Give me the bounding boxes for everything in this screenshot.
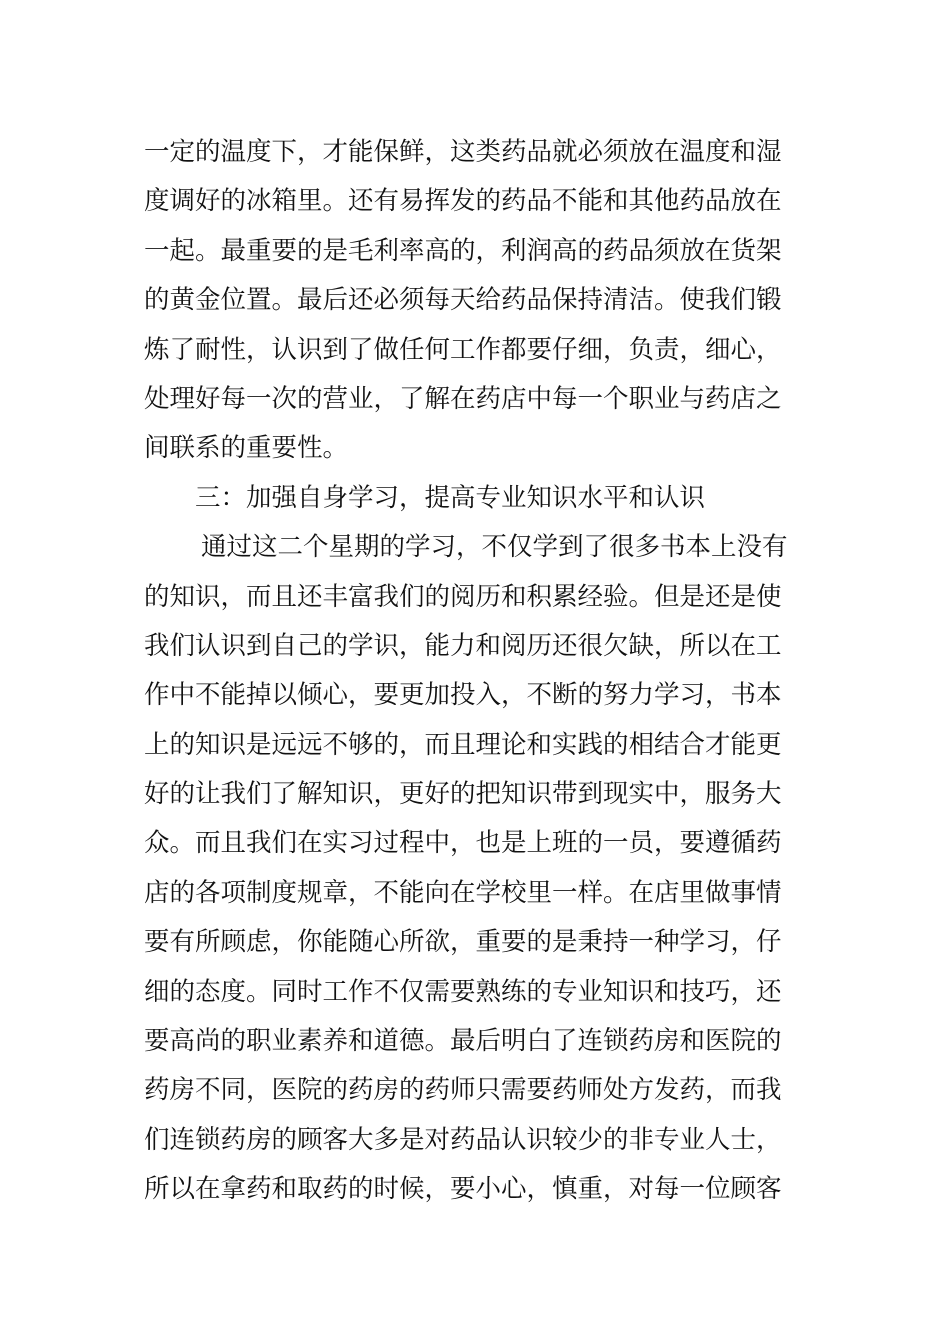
text-line: 一定的温度下，才能保鲜，这类药品就必须放在温度和湿: [144, 137, 782, 167]
text-line: 处理好每一次的营业，了解在药店中每一个职业与药店之: [144, 383, 782, 414]
text-line: 细的态度。同时工作不仅需要熟练的专业知识和技巧，还: [144, 976, 782, 1007]
text-line: 的黄金位置。最后还必须每天给药品保持清洁。使我们锻: [144, 285, 782, 316]
text-line: 药房不同，医院的药房的药师只需要药师处方发药，而我: [144, 1075, 782, 1106]
text-line: 间联系的重要性。: [144, 433, 349, 464]
text-line: 的知识，而且还丰富我们的阅历和积累经验。但是还是使: [144, 581, 782, 612]
section-heading: 三：加强自身学习，提高专业知识水平和认识: [195, 482, 706, 513]
text-line: 度调好的冰箱里。还有易挥发的药品不能和其他药品放在: [144, 186, 782, 217]
text-line: 上的知识是远远不够的，而且理论和实践的相结合才能更: [144, 729, 782, 760]
text-line: 要高尚的职业素养和道德。最后明白了连锁药房和医院的: [144, 1026, 782, 1057]
text-line: 我们认识到自己的学识，能力和阅历还很欠缺，所以在工: [144, 630, 782, 661]
text-line: 们连锁药房的顾客大多是对药品认识较少的非专业人士，: [144, 1124, 782, 1155]
text-line: 要有所顾虑，你能随心所欲，重要的是秉持一种学习，仔: [144, 927, 782, 958]
text-line: 众。而且我们在实习过程中，也是上班的一员，要遵循药: [144, 828, 782, 859]
text-line: 作中不能掉以倾心，要更加投入，不断的努力学习，书本: [144, 680, 782, 711]
text-line: 一起。最重要的是毛利率高的，利润高的药品须放在货架: [144, 235, 782, 266]
text-line: 所以在拿药和取药的时候，要小心，慎重，对每一位顾客: [144, 1174, 782, 1205]
text-line: 炼了耐性，认识到了做任何工作都要仔细，负责，细心，: [144, 334, 782, 365]
text-line: 店的各项制度规章，不能向在学校里一样。在店里做事情: [144, 877, 782, 908]
document-body: [144, 128, 810, 1215]
text-line: 通过这二个星期的学习，不仅学到了很多书本上没有: [201, 532, 788, 563]
text-line: 好的让我们了解知识，更好的把知识带到现实中，服务大: [144, 779, 782, 810]
